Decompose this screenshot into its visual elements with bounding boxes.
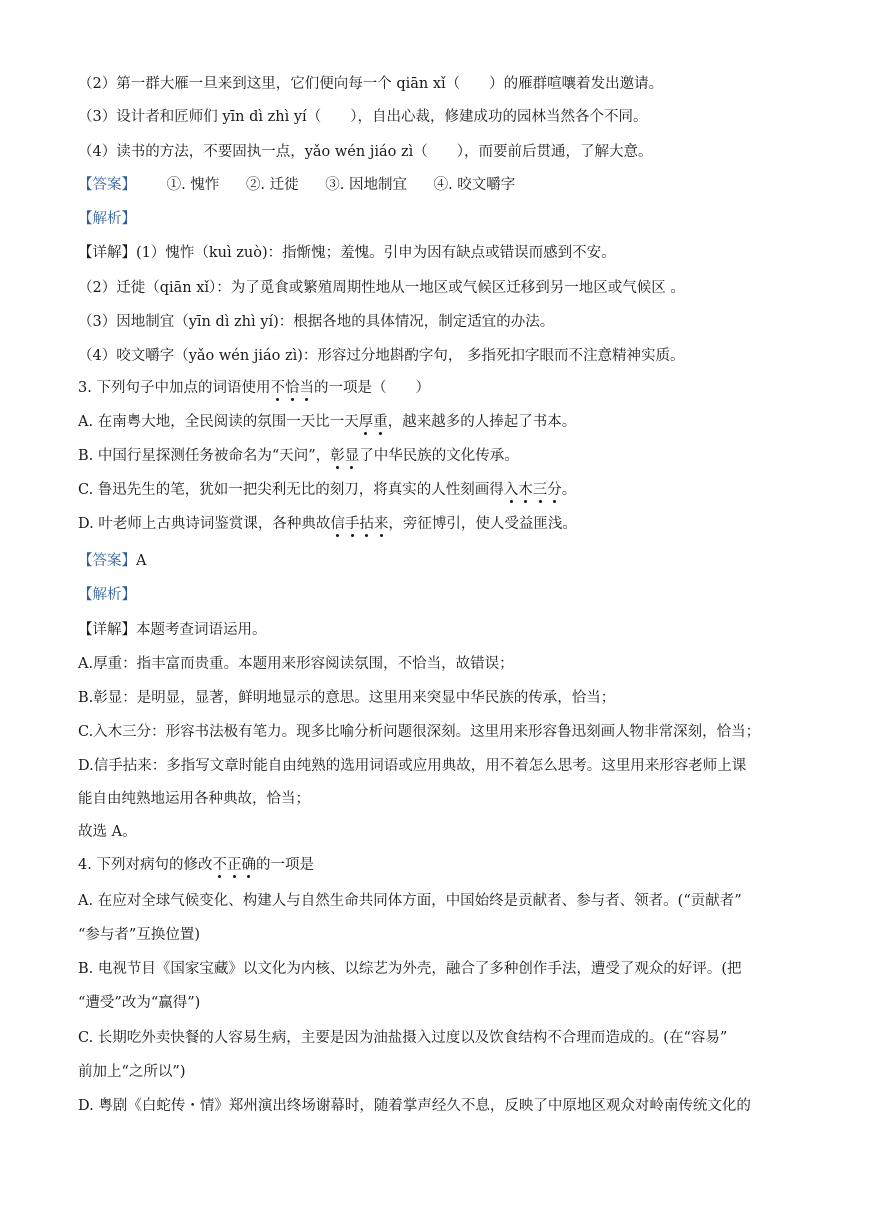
- dotted-char: 入: [503, 482, 519, 498]
- answer-items: [167, 177, 538, 193]
- answer-label: 【答案】: [78, 553, 136, 569]
- dotted-char: 信: [330, 516, 345, 532]
- answer-item: ①. 愧怍: [166, 177, 220, 193]
- option-d: [78, 514, 577, 534]
- dotted-char: 重: [373, 414, 388, 430]
- dotted-char: 来: [373, 516, 389, 532]
- explain-line: 【详解】本题考查词语运用。: [78, 622, 267, 638]
- explain-line: D.信手拈来：多指写文章时能自由纯熟的选用词语或应用典故，用不着怎么思考。这里用来形容老师上课: [78, 758, 747, 774]
- option-text: ，旁征博引，使人受益匪浅。: [388, 516, 577, 532]
- dotted-char: 拈: [359, 516, 374, 532]
- answer-row: [78, 551, 146, 571]
- dotted-emphasis: [359, 414, 388, 430]
- stem-text: 的一项是: [255, 857, 314, 873]
- dotted-char: 彰: [330, 448, 345, 464]
- answer-item: ②. 迁徙: [245, 177, 299, 193]
- option-text: A. 在南粤大地，全民阅读的氛围一天比一天: [78, 414, 359, 430]
- dotted-char: 三: [532, 482, 548, 498]
- analysis-label: 【解析】: [78, 211, 136, 227]
- option-a: [78, 412, 576, 432]
- stem-text: 4. 下列对病句的修改: [78, 857, 213, 873]
- q4-line: C. 长期吃外卖快餐的人容易生病，主要是因为油盐摄入过度以及饮食结构不合理而造成的。(在“容易”: [78, 1030, 728, 1046]
- text-line: （2）第一群大雁一旦来到这里，它们便向每一个 qiān xǐ（ ）的雁群喧嚷着发出邀请。: [78, 76, 664, 92]
- dotted-emphasis: [270, 380, 314, 396]
- answer-row: [78, 175, 537, 195]
- question-4-stem: [78, 855, 314, 875]
- explain-line: B.彰显：是明显，显著，鲜明地显示的意思。这里用来突显中华民族的传承，恰当；: [78, 690, 616, 706]
- dotted-char: 手: [344, 516, 360, 532]
- explain-line: C.入木三分：形容书法极有笔力。现多比喻分析问题很深刻。这里用来形容鲁迅刻画人物非常深刻，恰当；: [78, 724, 761, 740]
- detail-line: （4）咬文嚼字（yǎo wén jiáo zì)：形容过分地斟酌字句， 多指死扣字眼而不注意精神实质。: [78, 348, 685, 364]
- option-b: [78, 446, 519, 466]
- option-text: C. 鲁迅先生的笔，犹如一把尖利无比的刻刀，将真实的人性刻画得: [78, 482, 504, 498]
- dotted-char: 不: [270, 380, 285, 396]
- option-c: [78, 480, 576, 500]
- option-text: ，越来越多的人捧起了书本。: [387, 414, 577, 430]
- text-line: （3）设计者和匠师们 yīn dì zhì yí（ ），自出心裁，修建成功的园林当然各个不同。: [78, 109, 648, 125]
- q4-line: A. 在应对全球气候变化、构建人与自然生命共同体方面，中国始终是贡献者、参与者、领者。(“贡献者”: [78, 893, 742, 909]
- detail-line: 【详解】(1）愧怍（kuì zuò)：指惭愧；羞愧。引申为因有缺点或错误而感到不安。: [78, 245, 616, 261]
- explain-line: A.厚重：指丰富而贵重。本题用来形容阅读氛围，不恰当，故错误；: [78, 656, 514, 672]
- question-3-stem: [78, 378, 430, 398]
- dotted-char: 当: [299, 380, 314, 396]
- dotted-char: 恰: [284, 380, 300, 396]
- answer-item: ④. 咬文嚼字: [433, 177, 516, 193]
- q4-line: B. 电视节目《国家宝藏》以文化为内核、以综艺为外壳，融合了多种创作手法，遭受了观众的好评。(把: [78, 961, 742, 977]
- text-line: （4）读书的方法，不要固执一点，yǎo wén jiáo zì（ ），而要前后贯通，了解大意。: [78, 144, 653, 160]
- q4-line: D. 粤剧《白蛇传・情》郑州演出终场谢幕时，随着掌声经久不息，反映了中原地区观众对岭南传统文化的: [78, 1098, 751, 1114]
- detail-line: （3）因地制宜（yīn dì zhì yí)：根据各地的具体情况，制定适宜的办法。: [78, 314, 555, 330]
- explain-line: 能自由纯熟地运用各种典故，恰当；: [78, 791, 310, 807]
- q4-line: “参与者”互换位置): [78, 927, 200, 943]
- dotted-emphasis: [212, 857, 256, 873]
- analysis-label: 【解析】: [78, 587, 136, 603]
- dotted-char: 正: [226, 857, 242, 873]
- dotted-char: 确: [241, 857, 256, 873]
- answer-value: A: [136, 553, 147, 569]
- dotted-emphasis: [504, 482, 562, 498]
- stem-text: 3. 下列句子中加点的词语使用: [78, 380, 271, 396]
- option-text: D. 叶老师上古典诗词鉴赏课，各种典故: [78, 516, 331, 532]
- q4-line: “遭受”改为“赢得”): [78, 995, 201, 1011]
- option-text: B. 中国行星探测任务被命名为“天问”，: [78, 448, 331, 464]
- dotted-char: 分: [547, 482, 562, 498]
- dotted-char: 木: [518, 482, 533, 498]
- answer-item: ③. 因地制宜: [325, 177, 407, 193]
- detail-line: （2）迁徙（qiān xǐ）：为了觅食或繁殖周期性地从一地区或气候区迁移到另一地区或气候区 。: [78, 280, 685, 296]
- option-text: 。: [561, 482, 577, 498]
- dotted-emphasis: [330, 448, 359, 464]
- stem-text: 的一项是（ ）: [313, 380, 430, 396]
- q4-line: 前加上“之所以”): [78, 1064, 186, 1080]
- answer-label: 【答案】: [78, 177, 136, 193]
- option-text: 了中华民族的文化传承。: [359, 448, 519, 464]
- dotted-char: 厚: [358, 414, 374, 430]
- dotted-emphasis: [330, 516, 388, 532]
- explain-line: 故选 A。: [78, 824, 137, 840]
- dotted-char: 不: [212, 857, 227, 873]
- dotted-char: 显: [344, 448, 360, 464]
